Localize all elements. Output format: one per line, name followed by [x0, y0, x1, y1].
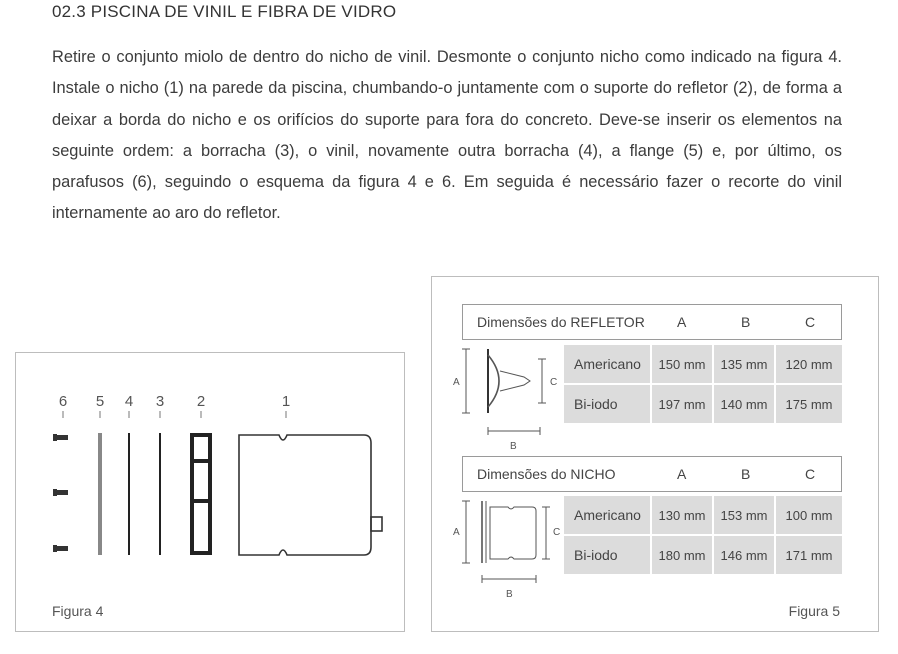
figure-5-caption: Figura 5	[788, 603, 840, 619]
label-1: 1	[281, 393, 291, 410]
refletor-row-1-b: 135 mm	[714, 345, 774, 383]
section-title: 02.3 PISCINA DE VINIL E FIBRA DE VIDRO	[52, 2, 397, 21]
refletor-col-c: C	[805, 314, 816, 330]
refletor-row-2-c: 175 mm	[776, 385, 842, 423]
nicho-row-2-label: Bi-iodo	[564, 536, 650, 574]
nicho-row-1-label: Americano	[564, 496, 650, 534]
nicho-col-b: B	[741, 466, 751, 482]
nicho-col-a: A	[677, 466, 687, 482]
figure-5	[431, 276, 879, 632]
nicho-title: Dimensões do NICHO	[477, 466, 616, 482]
nicho-row-2-b: 146 mm	[714, 536, 774, 574]
refletor-row-1-label: Americano	[564, 345, 650, 383]
label-5: 5	[95, 393, 105, 410]
refletor-row-1-a: 150 mm	[652, 345, 712, 383]
refletor-col-b: B	[741, 314, 751, 330]
nicho-col-c: C	[805, 466, 816, 482]
nicho-row-1-c: 100 mm	[776, 496, 842, 534]
label-4: 4	[124, 393, 134, 410]
label-3: 3	[155, 393, 165, 410]
figure-4	[15, 352, 405, 632]
refletor-title: Dimensões do REFLETOR	[477, 314, 645, 330]
refletor-dim-a: A	[453, 377, 460, 388]
refletor-dim-b: B	[510, 441, 517, 452]
refletor-row-2-label: Bi-iodo	[564, 385, 650, 423]
figure-4-caption: Figura 4	[52, 603, 104, 619]
label-6: 6	[58, 393, 68, 410]
niche-1	[239, 435, 382, 555]
nicho-row-1-a: 130 mm	[652, 496, 712, 534]
paragraph-text: Retire o conjunto miolo de dentro do nicho de vinil. Desmonte o conjunto nicho como indicado na figura 4. Instale o nicho (1) na parede da piscina, chumbando-o juntamente com o suporte do refletor (2), de forma a deixar a borda do nicho e os orifícios do suporte para fora do concreto. Deve-se inserir os elementos na seguinte ordem: a borracha (3), o vinil, novamente outra borracha (4), a flange (5) e, por último, os parafusos (6), seguindo o esquema da figura 4 e 6. Em seguida é necessário fazer o recorte do vinil internamente ao aro do refletor.	[52, 48, 842, 223]
rubber-4	[128, 433, 130, 555]
nicho-dim-c: C	[553, 527, 561, 538]
nicho-row-2-c: 171 mm	[776, 536, 842, 574]
reflector-support-2	[190, 433, 212, 555]
flange-5	[98, 433, 102, 555]
nicho-row-2-a: 180 mm	[652, 536, 712, 574]
label-2: 2	[196, 393, 206, 410]
screws-6	[53, 434, 68, 552]
nicho-sketch	[450, 495, 564, 605]
instructions-paragraph	[52, 42, 842, 230]
rubber-3	[159, 433, 161, 555]
refletor-header	[462, 304, 842, 340]
exploded-diagram	[16, 353, 406, 633]
refletor-dim-c: C	[550, 377, 558, 388]
nicho-row-1-b: 153 mm	[714, 496, 774, 534]
refletor-row-2-a: 197 mm	[652, 385, 712, 423]
nicho-header	[462, 456, 842, 492]
nicho-dim-b: B	[506, 589, 513, 600]
refletor-sketch	[450, 341, 564, 453]
nicho-dim-a: A	[453, 527, 460, 538]
refletor-row-2-b: 140 mm	[714, 385, 774, 423]
refletor-row-1-c: 120 mm	[776, 345, 842, 383]
refletor-col-a: A	[677, 314, 687, 330]
